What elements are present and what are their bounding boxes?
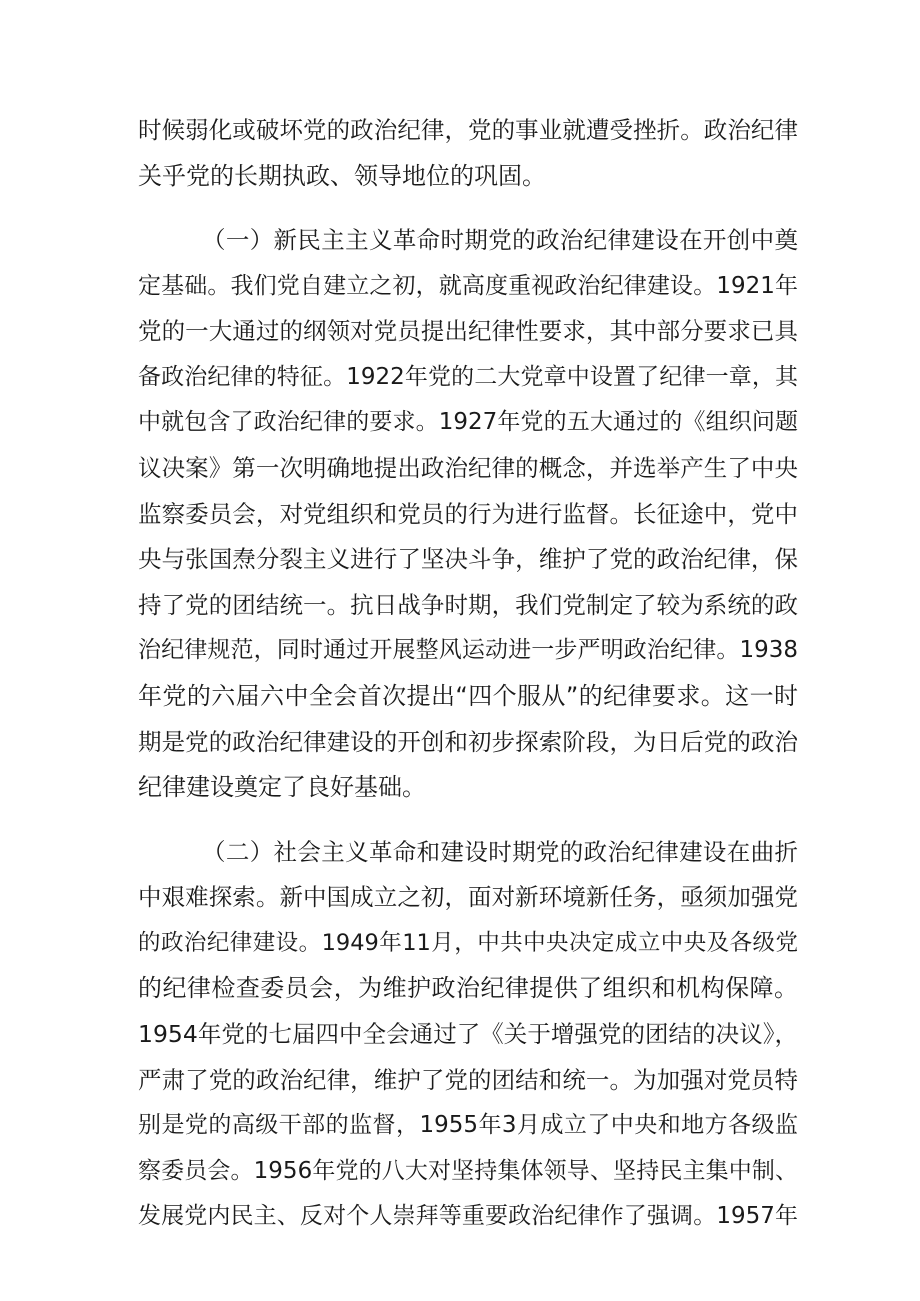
paragraph-line: 议决案》第一次明确地提出政治纪律的概念，并选举产生了中央 xyxy=(138,454,798,482)
paragraph-line: 的政治纪律建设。1949年11月，中共中央决定成立中央及各级党 xyxy=(138,930,798,956)
paragraph-line: 别是党的高级干部的监督，1955年3月成立了中央和地方各级监 xyxy=(138,1112,798,1138)
paragraph-line: 察委员会。1956年党的八大对坚持集体领导、坚持民主集中制、 xyxy=(138,1158,798,1184)
paragraph-line: 年党的六届六中全会首次提出“四个服从”的纪律要求。这一时 xyxy=(138,682,798,710)
paragraph-line: 持了党的团结统一。抗日战争时期，我们党制定了较为系统的政 xyxy=(138,591,798,619)
paragraph-line: 治纪律规范，同时通过开展整风运动进一步严明政治纪律。1938 xyxy=(138,637,798,663)
paragraph-line: 监察委员会，对党组织和党员的行为进行监督。长征途中，党中 xyxy=(138,500,798,528)
paragraph-line: 定基础。我们党自建立之初，就高度重视政治纪律建设。1921年 xyxy=(138,273,798,299)
paragraph-line: 央与张国焘分裂主义进行了坚决斗争，维护了党的政治纪律，保 xyxy=(138,545,798,573)
paragraph-line: 党的一大通过的纲领对党员提出纪律性要求，其中部分要求已具 xyxy=(138,317,798,345)
paragraph-line: 的纪律检查委员会，为维护政治纪律提供了组织和机构保障。 xyxy=(138,974,798,1002)
paragraph-line: 期是党的政治纪律建设的开创和初步探索阶段，为日后党的政治 xyxy=(138,728,798,756)
section-heading-line: （一）新民主主义革命时期党的政治纪律建设在开创中奠 xyxy=(202,226,798,254)
paragraph-line: 时候弱化或破坏党的政治纪律，党的事业就遭受挫折。政治纪律 xyxy=(138,116,798,144)
paragraph-line: 中就包含了政治纪律的要求。1927年党的五大通过的《组织问题 xyxy=(138,409,798,435)
paragraph-line: 关乎党的长期执政、领导地位的巩固。 xyxy=(138,162,546,190)
paragraph-line: 备政治纪律的特征。1922年党的二大党章中设置了纪律一章，其 xyxy=(138,364,798,390)
section-heading-line: （二）社会主义革命和建设时期党的政治纪律建设在曲折 xyxy=(202,838,798,866)
paragraph-line: 中艰难探索。新中国成立之初，面对新环境新任务，亟须加强党 xyxy=(138,883,798,911)
paragraph-line: 发展党内民主、反对个人崇拜等重要政治纪律作了强调。1957年 xyxy=(138,1203,798,1229)
paragraph-line: 严肃了党的政治纪律，维护了党的团结和统一。为加强对党员特 xyxy=(138,1066,798,1094)
paragraph-line: 纪律建设奠定了良好基础。 xyxy=(138,773,426,801)
paragraph-line: 1954年党的七届四中全会通过了《关于增强党的团结的决议》， xyxy=(138,1020,798,1048)
